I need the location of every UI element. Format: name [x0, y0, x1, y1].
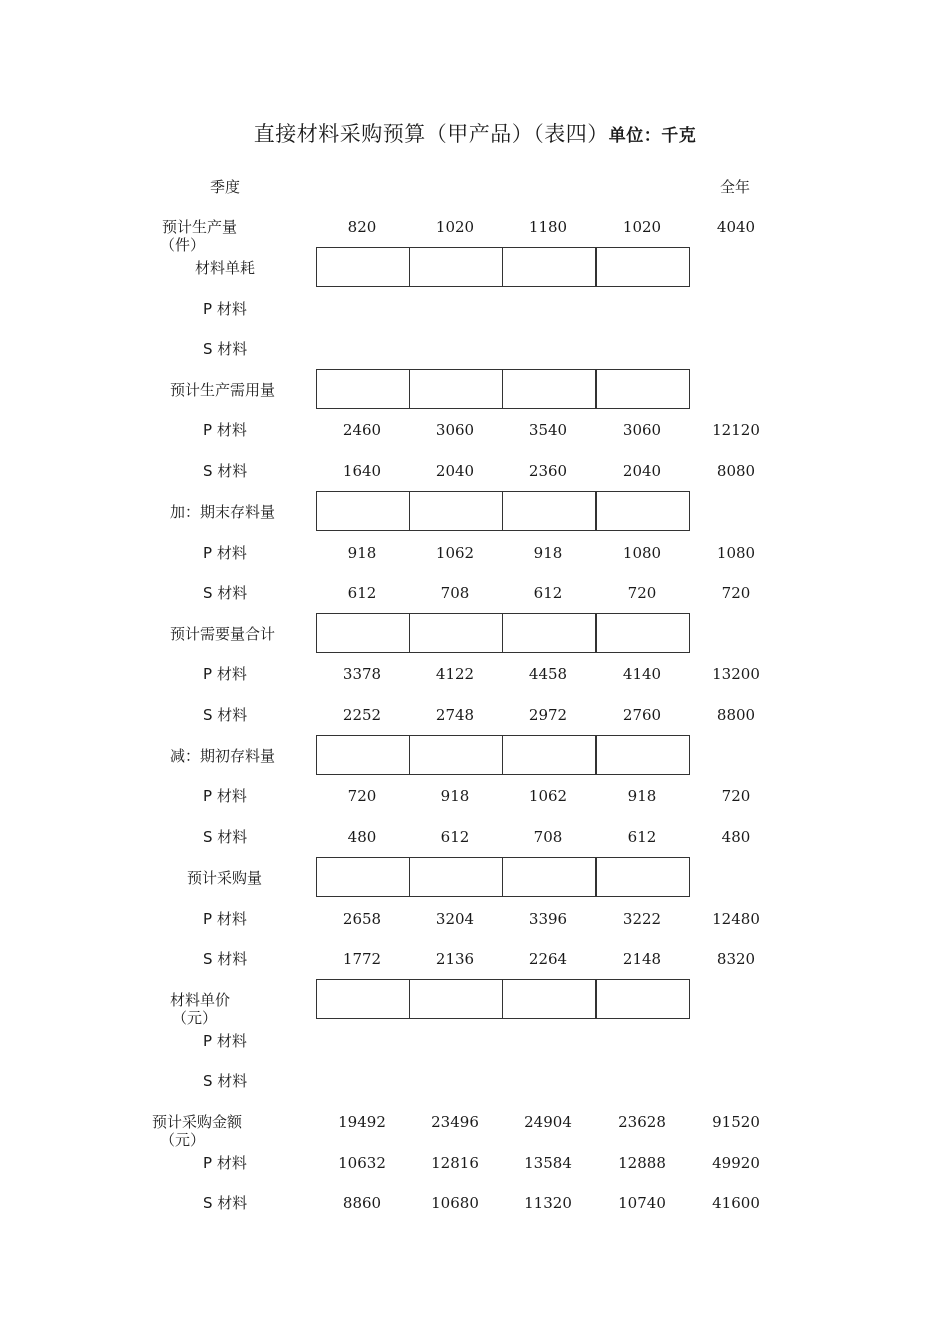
row-label: P 材料: [203, 1154, 247, 1172]
row-label: S 材料: [203, 950, 248, 968]
value-cell: 720: [721, 584, 751, 602]
value-cell: 720: [627, 584, 657, 602]
value-cell: 12888: [618, 1154, 666, 1172]
row-label: P 材料: [203, 1032, 247, 1050]
value-cell: 3060: [435, 421, 475, 439]
input-cell[interactable]: [596, 735, 690, 775]
row-label: S 材料: [203, 584, 248, 602]
value-cell: 4040: [716, 218, 756, 236]
value-cell: 4122: [435, 665, 475, 683]
value-cell: 2040: [622, 462, 662, 480]
value-cell: 8320: [716, 950, 756, 968]
value-cell: 10632: [338, 1154, 386, 1172]
value-cell: 2460: [342, 421, 382, 439]
input-cell[interactable]: [316, 369, 410, 409]
value-cell: 41600: [712, 1194, 760, 1212]
value-cell: 918: [440, 787, 470, 805]
input-cell[interactable]: [596, 613, 690, 653]
row-label: 预计生产量: [162, 218, 238, 236]
value-cell: 49920: [712, 1154, 760, 1172]
row-label: S 材料: [203, 828, 248, 846]
value-cell: 720: [347, 787, 377, 805]
row-sublabel: （元）: [172, 1009, 218, 1027]
value-cell: 8080: [716, 462, 756, 480]
value-cell: 1080: [716, 544, 756, 562]
input-cell[interactable]: [409, 979, 503, 1019]
value-cell: 612: [440, 828, 470, 846]
row-label: S 材料: [203, 340, 248, 358]
value-cell: 3396: [528, 910, 568, 928]
row-label: P 材料: [203, 544, 247, 562]
value-cell: 10680: [431, 1194, 479, 1212]
value-cell: 11320: [524, 1194, 572, 1212]
value-cell: 2148: [622, 950, 662, 968]
input-cell[interactable]: [316, 247, 410, 287]
input-cell[interactable]: [316, 857, 410, 897]
value-cell: 612: [347, 584, 377, 602]
row-label: 加：期末存料量: [170, 503, 276, 521]
value-cell: 1062: [435, 544, 475, 562]
input-cell[interactable]: [502, 613, 596, 653]
input-cell[interactable]: [409, 613, 503, 653]
row-label: S 材料: [203, 706, 248, 724]
value-cell: 4458: [528, 665, 568, 683]
row-label: P 材料: [203, 787, 247, 805]
value-cell: 2040: [435, 462, 475, 480]
value-cell: 1080: [622, 544, 662, 562]
input-cell[interactable]: [316, 491, 410, 531]
row-sublabel: （件）: [160, 236, 206, 254]
value-cell: 2252: [342, 706, 382, 724]
value-cell: 1062: [528, 787, 568, 805]
row-label: 材料单价: [170, 991, 231, 1009]
input-cell[interactable]: [596, 369, 690, 409]
value-cell: 1772: [342, 950, 382, 968]
input-cell[interactable]: [596, 979, 690, 1019]
row-sublabel: （元）: [160, 1131, 206, 1149]
value-cell: 13200: [712, 665, 760, 683]
input-cell[interactable]: [502, 491, 596, 531]
input-cell[interactable]: [316, 613, 410, 653]
value-cell: 1020: [435, 218, 475, 236]
input-cell[interactable]: [409, 491, 503, 531]
value-cell: 612: [627, 828, 657, 846]
title-text: 直接材料采购预算（甲产品）（表四）: [253, 122, 609, 146]
value-cell: 1640: [342, 462, 382, 480]
input-cell[interactable]: [596, 491, 690, 531]
input-cell[interactable]: [502, 247, 596, 287]
value-cell: 480: [347, 828, 377, 846]
input-cell[interactable]: [409, 857, 503, 897]
value-cell: 918: [627, 787, 657, 805]
input-cell[interactable]: [502, 857, 596, 897]
value-cell: 2136: [435, 950, 475, 968]
row-label: 预计需要量合计: [170, 625, 276, 643]
value-cell: 720: [721, 787, 751, 805]
value-cell: 91520: [712, 1113, 760, 1131]
value-cell: 12816: [431, 1154, 479, 1172]
input-cell[interactable]: [502, 735, 596, 775]
value-cell: 2264: [528, 950, 568, 968]
value-cell: 918: [347, 544, 377, 562]
row-label: P 材料: [203, 300, 247, 318]
input-cell[interactable]: [409, 735, 503, 775]
header-full-year: 全年: [720, 178, 751, 196]
page-title: [0, 118, 950, 148]
input-cell[interactable]: [596, 247, 690, 287]
row-label: P 材料: [203, 421, 247, 439]
input-cell[interactable]: [502, 979, 596, 1019]
value-cell: 8800: [716, 706, 756, 724]
value-cell: 918: [533, 544, 563, 562]
input-cell[interactable]: [409, 369, 503, 409]
value-cell: 24904: [524, 1113, 572, 1131]
row-label: S 材料: [203, 462, 248, 480]
value-cell: 612: [533, 584, 563, 602]
value-cell: 3204: [435, 910, 475, 928]
value-cell: 19492: [338, 1113, 386, 1131]
value-cell: 3222: [622, 910, 662, 928]
row-label: 预计采购金额: [152, 1113, 243, 1131]
header-season: 季度: [210, 178, 241, 196]
value-cell: 13584: [524, 1154, 572, 1172]
unit-label: 单位：千克: [608, 126, 697, 146]
value-cell: 10740: [618, 1194, 666, 1212]
value-cell: 2760: [622, 706, 662, 724]
input-cell[interactable]: [316, 979, 410, 1019]
value-cell: 3540: [528, 421, 568, 439]
value-cell: 708: [440, 584, 470, 602]
input-cell[interactable]: [502, 369, 596, 409]
value-cell: 820: [347, 218, 377, 236]
row-label: P 材料: [203, 665, 247, 683]
value-cell: 3060: [622, 421, 662, 439]
row-label: S 材料: [203, 1194, 248, 1212]
value-cell: 2360: [528, 462, 568, 480]
row-label: 预计生产需用量: [170, 381, 276, 399]
value-cell: 1180: [528, 218, 568, 236]
value-cell: 23628: [618, 1113, 666, 1131]
value-cell: 2972: [528, 706, 568, 724]
row-label: S 材料: [203, 1072, 248, 1090]
value-cell: 480: [721, 828, 751, 846]
row-label: 减：期初存料量: [170, 747, 276, 765]
value-cell: 12120: [712, 421, 760, 439]
value-cell: 3378: [342, 665, 382, 683]
input-cell[interactable]: [596, 857, 690, 897]
value-cell: 23496: [431, 1113, 479, 1131]
row-label: P 材料: [203, 910, 247, 928]
value-cell: 8860: [342, 1194, 382, 1212]
value-cell: 12480: [712, 910, 760, 928]
value-cell: 4140: [622, 665, 662, 683]
row-label: 材料单耗: [195, 259, 256, 277]
value-cell: 1020: [622, 218, 662, 236]
input-cell[interactable]: [316, 735, 410, 775]
row-label: 预计采购量: [187, 869, 263, 887]
value-cell: 2748: [435, 706, 475, 724]
input-cell[interactable]: [409, 247, 503, 287]
value-cell: 708: [533, 828, 563, 846]
value-cell: 2658: [342, 910, 382, 928]
